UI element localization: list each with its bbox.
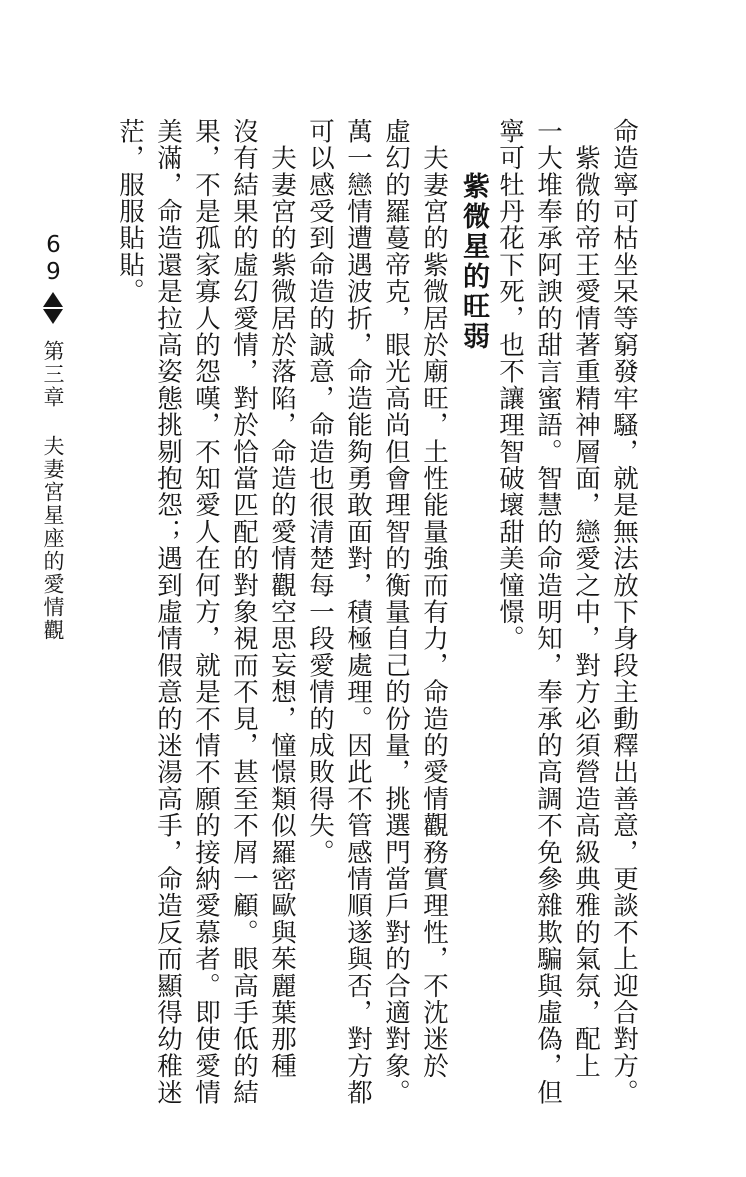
text-column-9: 夫妻宮的紫微居於落陷，命造的愛情觀空思妄想，憧憬類似羅密歐與茱麗葉那種 <box>267 118 297 1080</box>
chapter-title: 夫妻宮星座的愛情觀 <box>41 435 65 642</box>
text-column-5: 夫妻宮的紫微居於廟旺，土性能量強而有力，命造的愛情觀務實理性，不沈迷於 <box>419 118 449 1080</box>
text-column-12: 美滿，命造還是拉高姿態挑剔抱怨；遇到虛情假意的迷湯高手，命造反而顯得幼稚迷 <box>153 118 183 1106</box>
text-column-10: 沒有結果的虛幻愛情，對於恰當匹配的對象視而不見，甚至不屑一顧。眼高手低的結 <box>229 118 259 1106</box>
arrow-up-icon <box>43 292 63 307</box>
text-column-8: 可以感受到命造的誠意，命造也很清楚每一段愛情的成敗得失。 <box>305 118 335 866</box>
chapter-label: 第三章 <box>41 340 65 409</box>
running-head <box>42 340 64 642</box>
text-column-13: 茫，服服貼貼。 <box>115 118 145 305</box>
text-column-7: 萬一戀情遭遇波折，命造能夠勇敢面對，積極處理。因此不管感情順遂與否，對方都 <box>343 118 373 1106</box>
section-heading: 紫微星的旺弱 <box>458 172 489 352</box>
page-number: 69 <box>40 232 67 286</box>
text-column-11: 果，不是孤家寡人的怨嘆，不知愛人在何方，就是不情不願的接納愛慕者。即使愛情 <box>191 118 221 1106</box>
text-column-6: 虛幻的羅蔓帝克，眼光高尚但會理智的衡量自己的份量，挑選門當戶對的合適對象。 <box>381 118 411 1106</box>
folio <box>30 232 76 642</box>
text-column-1: 命造寧可枯坐呆等窮發牢騷，就是無法放下身段主動釋出善意，更談不上迎合對方。 <box>609 118 639 1106</box>
text-column-3: 一大堆奉承阿諛的甜言蜜語。智慧的命造明知，奉承的高調不免參雜欺騙與虛偽，但 <box>533 118 563 1106</box>
page-arrows-icon <box>43 292 63 324</box>
text-column-4: 寧可牡丹花下死，也不讓理智破壞甜美憧憬。 <box>495 118 525 652</box>
text-column-2: 紫微的帝王愛情著重精神層面，戀愛之中，對方必須營造高級典雅的氣氛，配上 <box>571 118 601 1080</box>
arrow-down-icon <box>43 309 63 324</box>
